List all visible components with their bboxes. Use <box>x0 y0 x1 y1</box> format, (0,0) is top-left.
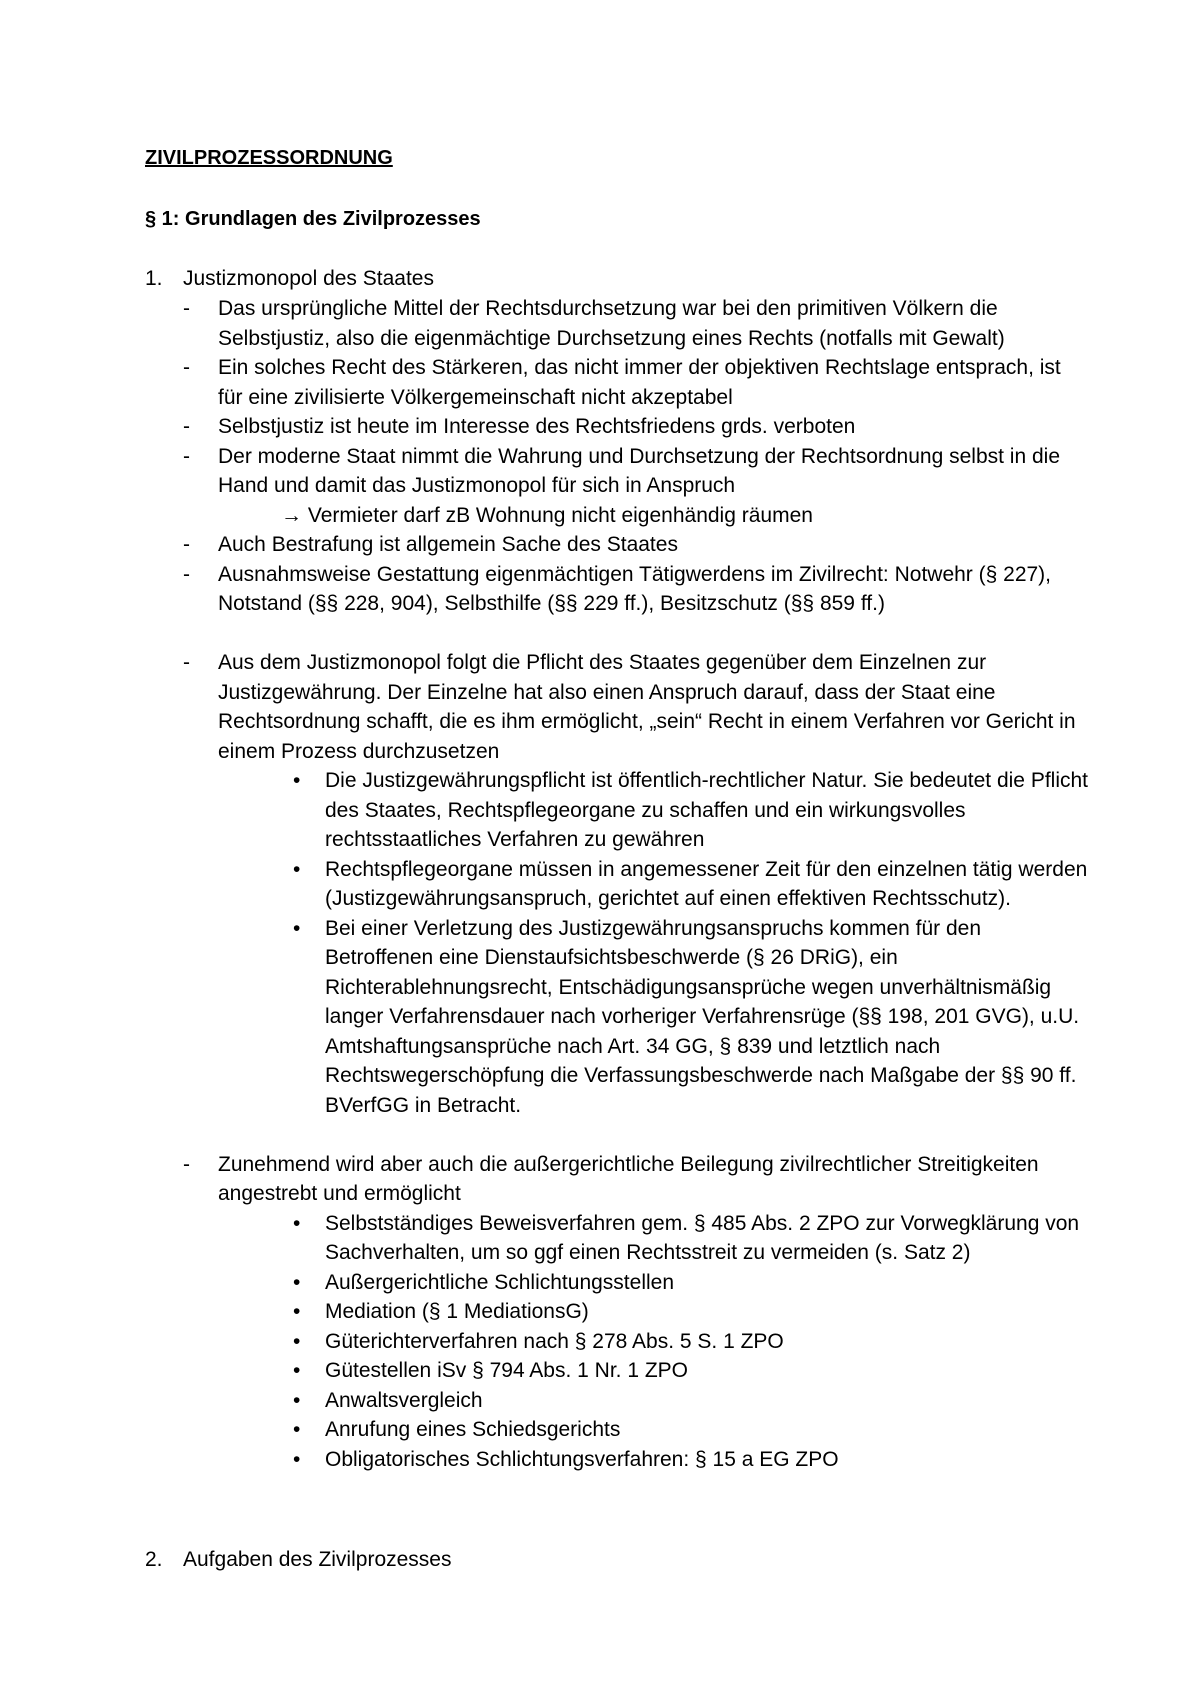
dash-text: Aus dem Justizmonopol folgt die Pflicht des Staates gegenüber dem Einzelnen zur Justizgewährung. Der Einzelne hat also einen Anspruch darauf, dass der Staat eine Rechtsordnung schafft, die es ihm ermöglicht, „sein“ Recht in einem Verfahren vor Gericht in einem Prozess durchzusetzen <box>218 651 1076 763</box>
dash-item <box>183 1150 1083 1209</box>
bullet-marker: • <box>293 1359 301 1382</box>
bullet-text: Mediation (§ 1 MediationsG) <box>325 1300 589 1323</box>
dash-text: Zunehmend wird aber auch die außergerichtliche Beilegung zivilrechtlicher Streitigkeiten angestrebt und ermöglicht <box>218 1152 1039 1205</box>
dash-marker: - <box>183 562 190 586</box>
bullet-text: Güterichterverfahren nach § 278 Abs. 5 S. 1 ZPO <box>325 1329 784 1353</box>
bullet-item <box>290 1445 1083 1475</box>
dash-item <box>183 560 1083 619</box>
bullet-list-c <box>290 766 1089 1120</box>
bullet-item <box>290 1268 1083 1298</box>
numbered-item-1 <box>145 264 434 294</box>
dash-item <box>183 294 1083 353</box>
bullet-text: Rechtspflegeorgane müssen in angemessener Zeit für den einzelnen tätig werden (Justizgewährungsanspruch, gerichtet auf einen effektiven Rechtsschutz). <box>325 857 1088 910</box>
document-title: ZIVILPROZESSORDNUNG <box>145 147 393 169</box>
bullet-text: Bei einer Verletzung des Justizgewährungsanspruchs kommen für den Betroffenen eine Dienstaufsichtsbeschwerde (§ 26 DRiG), ein Richterablehnungsrecht, Entschädigungsansprüche wegen unverhältnismäßig langer Verfahrensdauer nach vorheriger Verfahrensrüge (§§ 198, 201 GVG), u.U. Amtshaftungsansprüche nach Art. 34 GG, § 839 und letztlich nach Rechtswegerschöpfung die Verfassungsbeschwerde nach Maßgabe der §§ 90 ff. BVerfGG in Betracht. <box>325 916 1080 1117</box>
bullet-text: Anwaltsvergleich <box>325 1388 483 1412</box>
dash-marker: - <box>183 533 190 556</box>
bullet-marker: • <box>293 857 301 881</box>
dash-marker: - <box>183 297 190 320</box>
arrow-text: Vermieter darf zB Wohnung nicht eigenhändig räumen <box>307 503 813 527</box>
bullet-item <box>290 1297 1083 1327</box>
bullet-marker: • <box>293 1300 301 1323</box>
dash-text: Selbstjustiz ist heute im Interesse des Rechtsfriedens grds. verboten <box>218 415 856 438</box>
bullet-marker: • <box>293 1211 301 1235</box>
bullet-text: Die Justizgewährungspflicht ist öffentlich-rechtlicher Natur. Sie bedeutet die Pflicht des Staates, Rechtspflegeorgane zu schaffen und ein wirkungsvolles rechtsstaatliches Verfahren zu gewähren <box>325 769 1089 851</box>
dash-item <box>183 648 1083 766</box>
dash-list-a <box>183 294 1089 1474</box>
bullet-item <box>290 766 1095 855</box>
item-number: 2. <box>145 1548 163 1571</box>
bullet-item <box>290 855 1095 914</box>
dash-item <box>183 442 1083 501</box>
dash-marker: - <box>183 1152 190 1176</box>
dash-text: Ausnahmsweise Gestattung eigenmächtigen Tätigwerdens im Zivilrecht: Notwehr (§ 227), Notstand (§§ 228, 904), Selbsthilfe (§§ 229 ff.), Besitzschutz (§§ 859 ff.) <box>218 562 1052 615</box>
item-number: 1. <box>145 267 163 290</box>
dash-text: Ein solches Recht des Stärkeren, das nicht immer der objektiven Rechtslage entsprach, ist für eine zivilisierte Völkergemeinschaft nicht akzeptabel <box>218 356 1061 409</box>
bullet-text: Gütestellen iSv § 794 Abs. 1 Nr. 1 ZPO <box>325 1359 689 1382</box>
bullet-item <box>290 914 1095 1121</box>
bullet-marker: • <box>293 1270 301 1294</box>
dash-item <box>183 412 1083 442</box>
dash-text: Auch Bestrafung ist allgemein Sache des Staates <box>218 533 678 556</box>
numbered-item-2 <box>145 1545 451 1575</box>
item-label: Aufgaben des Zivilprozesses <box>183 1548 452 1571</box>
bullet-item <box>290 1327 1083 1357</box>
bullet-item <box>290 1356 1083 1386</box>
bullet-item <box>290 1209 1095 1268</box>
bullet-text: Anrufung eines Schiedsgerichts <box>325 1418 621 1441</box>
item-label: Justizmonopol des Staates <box>183 267 434 290</box>
bullet-marker: • <box>293 1447 301 1471</box>
dash-marker: - <box>183 415 190 438</box>
dash-marker: - <box>183 651 190 674</box>
section-heading: § 1: Grundlagen des Zivilprozesses <box>145 208 481 230</box>
bullet-marker: • <box>293 769 301 792</box>
bullet-marker: • <box>293 1418 301 1441</box>
bullet-text: Selbstständiges Beweisverfahren gem. § 485 Abs. 2 ZPO zur Vorwegklärung von Sachverhalten, um so ggf einen Rechtsstreit zu vermeiden (s. Satz 2) <box>325 1211 1080 1264</box>
bullet-text: Außergerichtliche Schlichtungsstellen <box>325 1270 675 1294</box>
dash-item <box>183 353 1083 412</box>
bullet-marker: • <box>293 1329 301 1353</box>
bullet-item <box>290 1386 1083 1416</box>
dash-text: Der moderne Staat nimmt die Wahrung und Durchsetzung der Rechtsordnung selbst in die Hand und damit das Justizmonopol für sich in Anspruch <box>218 444 1060 497</box>
bullet-marker: • <box>293 1388 301 1412</box>
dash-marker: - <box>183 444 190 468</box>
dash-marker: - <box>183 356 190 379</box>
bullet-item <box>290 1415 1083 1445</box>
bullet-marker: • <box>293 916 301 940</box>
arrow-note <box>183 501 1083 531</box>
arrow-icon: → <box>281 503 302 527</box>
dash-item <box>183 530 1083 560</box>
bullet-list-d <box>290 1209 1083 1475</box>
bullet-text: Obligatorisches Schlichtungsverfahren: § 15 a EG ZPO <box>325 1447 839 1471</box>
dash-text: Das ursprüngliche Mittel der Rechtsdurchsetzung war bei den primitiven Völkern die Selbstjustiz, also die eigenmächtige Durchsetzung eines Rechts (notfalls mit Gewalt) <box>218 297 1005 350</box>
